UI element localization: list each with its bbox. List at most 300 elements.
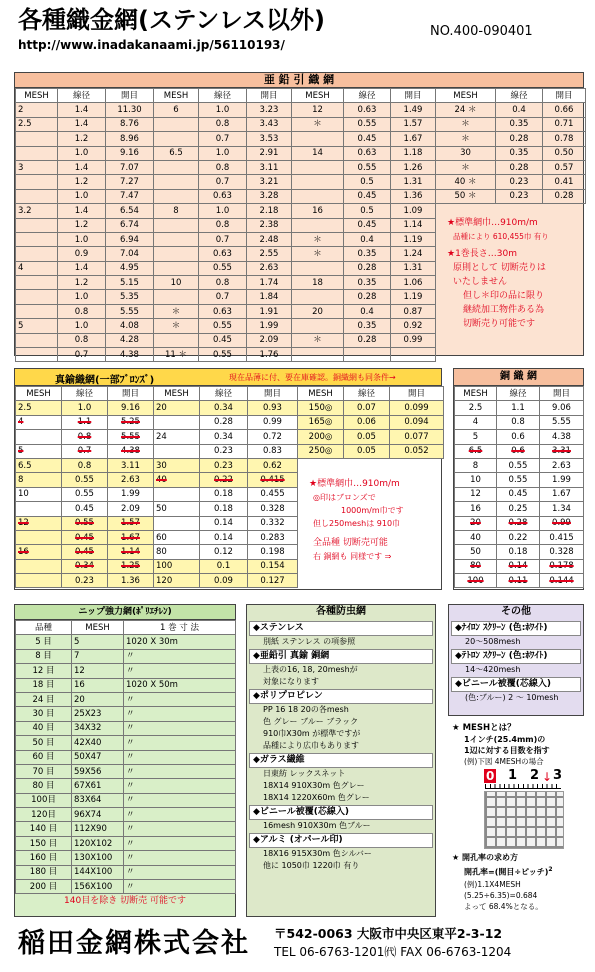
table-cell: 3.43 xyxy=(247,117,292,131)
table-cell: 10 xyxy=(455,473,497,487)
section-line: 20〜508mesh xyxy=(465,637,521,646)
table-cell: 5 目 xyxy=(16,635,72,649)
table-cell: ＊ xyxy=(154,319,199,333)
table-cell: 0.4 xyxy=(344,304,391,318)
column-header: MESH xyxy=(154,387,200,401)
table-cell: 5 xyxy=(16,444,62,458)
table-cell: 3.11 xyxy=(247,160,292,174)
nip-table xyxy=(15,620,236,894)
table-cell: 1.19 xyxy=(391,232,436,246)
table-cell: 156X100 xyxy=(72,880,124,894)
table-cell: 〃 xyxy=(124,808,236,822)
table-cell: 12 xyxy=(455,487,497,501)
table-row xyxy=(16,851,236,865)
table-cell: 5.55 xyxy=(540,415,584,429)
table-cell: 0.45 xyxy=(62,530,108,544)
table-cell: 60 xyxy=(154,530,200,544)
company-phone: TEL 06-6763-1201㈹ FAX 06-6763-1204 xyxy=(274,945,512,959)
galv-note-5: いたしません xyxy=(453,277,508,287)
table-cell: 1.2 xyxy=(58,276,106,290)
table-cell: 160 目 xyxy=(16,851,72,865)
table-cell xyxy=(292,261,344,275)
table-cell xyxy=(154,290,199,304)
table-cell: 0.14 xyxy=(200,530,248,544)
section-line: 16mesh 910X30m 色ブルー xyxy=(263,821,371,830)
section-line: 日東紡 レックスネット xyxy=(263,769,346,778)
table-row xyxy=(16,793,236,807)
table-row xyxy=(455,430,584,444)
table-cell: 0.8 xyxy=(497,415,540,429)
galv-note-3: ★1巻長さ…30m xyxy=(447,249,518,259)
column-header: MESH xyxy=(72,621,124,635)
column-header: 開目 xyxy=(247,89,292,103)
table-row xyxy=(455,458,584,472)
table-cell: 10 xyxy=(16,487,62,501)
table-row xyxy=(455,473,584,487)
table-cell: 〃 xyxy=(124,764,236,778)
table-cell: 1.19 xyxy=(391,290,436,304)
table-cell: 0.45 xyxy=(199,333,247,347)
table-cell: 0.28 xyxy=(200,415,248,429)
column-header: 線径 xyxy=(497,387,540,401)
table-cell: 0.63 xyxy=(344,146,391,160)
table-cell: 80 xyxy=(455,559,497,573)
table-cell: 〃 xyxy=(124,865,236,879)
table-cell: 7.04 xyxy=(106,247,154,261)
table-cell: 0.55 xyxy=(497,458,540,472)
section-line: 他に 1050巾 1220巾 有り xyxy=(263,861,360,870)
table-cell: 2.18 xyxy=(247,204,292,218)
table-cell: 0.283 xyxy=(248,530,298,544)
table-cell xyxy=(292,290,344,304)
table-cell: 2.63 xyxy=(540,458,584,472)
table-cell xyxy=(292,189,344,203)
table-cell: 4 xyxy=(16,415,62,429)
table-cell: 0.34 xyxy=(200,430,248,444)
table-row xyxy=(16,401,444,415)
column-header: 線径 xyxy=(344,89,391,103)
table-cell: 0.099 xyxy=(390,401,444,415)
table-cell: 1.06 xyxy=(391,276,436,290)
table-row xyxy=(16,117,586,131)
copper-title: 銅 織 網 xyxy=(454,369,583,386)
table-cell: 0.7 xyxy=(199,175,247,189)
table-cell: 0.127 xyxy=(248,574,298,588)
mesh-def-1: 1インチ(25.4mm)の xyxy=(464,735,546,744)
table-cell xyxy=(16,146,58,160)
table-cell: 0.328 xyxy=(248,502,298,516)
table-cell: 0.34 xyxy=(62,559,108,573)
table-row xyxy=(16,822,236,836)
brass-note-6: 右 銅網も 同様です ⇒ xyxy=(313,552,392,561)
table-cell: 200◎ xyxy=(298,430,344,444)
table-cell xyxy=(154,160,199,174)
table-cell: 8.76 xyxy=(106,117,154,131)
column-header: MESH xyxy=(16,387,62,401)
table-cell: 6.5 xyxy=(16,458,62,472)
table-cell: 0.14 xyxy=(497,559,540,573)
table-cell: ＊ xyxy=(154,304,199,318)
table-cell xyxy=(154,487,200,501)
table-cell: 7.47 xyxy=(106,189,154,203)
table-cell: 0.455 xyxy=(248,487,298,501)
table-cell: 120 xyxy=(154,574,200,588)
column-header: 品種 xyxy=(16,621,72,635)
table-cell: 0.63 xyxy=(199,189,247,203)
table-cell: 0.8 xyxy=(58,304,106,318)
table-cell: 0.28 xyxy=(344,290,391,304)
copper-panel xyxy=(453,368,584,590)
table-cell: 1.25 xyxy=(108,559,154,573)
table-cell: ＊ xyxy=(292,117,344,131)
galv-note-2: 品種により 610,455巾 有り xyxy=(453,232,549,241)
table-cell: 0.63 xyxy=(344,103,391,117)
ruler-0: 0 xyxy=(486,769,495,783)
table-cell: 0.28 xyxy=(543,189,586,203)
table-cell: 0.8 xyxy=(199,117,247,131)
table-cell xyxy=(16,348,58,362)
table-cell: 0.144 xyxy=(540,574,584,588)
table-cell: 0.23 xyxy=(62,574,108,588)
table-cell: 1.99 xyxy=(540,473,584,487)
table-row xyxy=(16,635,236,649)
table-cell: 1.2 xyxy=(58,132,106,146)
section-line: 14〜420mesh xyxy=(465,665,521,674)
table-cell: 5 xyxy=(455,430,497,444)
table-cell: 1.0 xyxy=(58,290,106,304)
brass-title-band xyxy=(15,369,441,386)
table-cell: 4.38 xyxy=(108,444,154,458)
table-cell: 0.62 xyxy=(248,458,298,472)
table-cell: 0.8 xyxy=(199,160,247,174)
table-cell: 1.36 xyxy=(391,189,436,203)
table-row xyxy=(455,415,584,429)
table-cell: 7 xyxy=(72,649,124,663)
table-cell: 12 xyxy=(16,516,62,530)
table-cell: 5.55 xyxy=(108,430,154,444)
table-row xyxy=(455,516,584,530)
table-cell: 7.07 xyxy=(106,160,154,174)
table-cell: 〃 xyxy=(124,880,236,894)
company-address: 〒542-0063 大阪市中央区東平2-3-12 xyxy=(274,926,503,941)
table-cell xyxy=(154,189,199,203)
table-cell xyxy=(292,132,344,146)
table-cell: 150◎ xyxy=(298,401,344,415)
table-cell: 0.7 xyxy=(62,444,108,458)
table-row xyxy=(16,103,586,117)
table-cell: 140 目 xyxy=(16,822,72,836)
table-cell: 0.57 xyxy=(543,160,586,174)
table-cell: 0.6 xyxy=(497,430,540,444)
ruler-3: 3 xyxy=(553,768,563,783)
table-cell: 24 目 xyxy=(16,692,72,706)
table-cell xyxy=(154,232,199,246)
url-link[interactable]: http://www.inadakanaami.jp/56110193/ xyxy=(18,38,285,52)
table-cell xyxy=(154,444,200,458)
table-cell: 1.0 xyxy=(58,146,106,160)
table-cell: 34X32 xyxy=(72,721,124,735)
table-cell: 0.415 xyxy=(540,530,584,544)
table-cell: 3.21 xyxy=(247,175,292,189)
brass-title: 真鍮織網(一部ﾌﾞﾛﾝｽﾞ) xyxy=(55,375,155,386)
table-cell: 24 xyxy=(154,430,200,444)
table-row xyxy=(16,146,586,160)
table-cell xyxy=(16,430,62,444)
table-cell: 1.57 xyxy=(391,117,436,131)
mesh-ruler xyxy=(452,769,588,791)
column-header: 線径 xyxy=(344,387,390,401)
table-cell: 16 xyxy=(72,678,124,692)
calc-formula: 開孔率=(開目÷ピッチ) xyxy=(464,867,549,877)
table-cell xyxy=(16,232,58,246)
table-cell: 0.7 xyxy=(199,132,247,146)
table-cell: 16 xyxy=(455,502,497,516)
table-cell xyxy=(154,333,199,347)
table-cell: 42X40 xyxy=(72,736,124,750)
table-cell: 〃 xyxy=(124,707,236,721)
table-row xyxy=(16,649,236,663)
table-row xyxy=(16,132,586,146)
table-cell: 〃 xyxy=(124,721,236,735)
table-cell: 24 ＊ xyxy=(436,103,496,117)
table-cell: 6.74 xyxy=(106,218,154,232)
table-row xyxy=(16,664,236,678)
column-header: MESH xyxy=(298,387,344,401)
table-row xyxy=(16,764,236,778)
table-cell: 1.31 xyxy=(391,261,436,275)
table-cell: ＊ xyxy=(436,117,496,131)
table-cell: 2.63 xyxy=(247,261,292,275)
table-cell: 0.55 xyxy=(497,473,540,487)
table-cell: 0.55 xyxy=(62,516,108,530)
table-cell: 1.0 xyxy=(58,319,106,333)
table-cell: 7.27 xyxy=(106,175,154,189)
table-row xyxy=(16,880,236,894)
brass-stock-note: 現在品薄に付、要在庫確認。銅織網も同条件→ xyxy=(229,373,396,382)
table-cell: 0.45 xyxy=(62,502,108,516)
table-cell: 1.67 xyxy=(540,487,584,501)
table-cell: 1.0 xyxy=(199,146,247,160)
table-cell: 16 xyxy=(16,545,62,559)
table-cell: 0.06 xyxy=(344,415,390,429)
table-cell: 0.328 xyxy=(540,545,584,559)
table-cell: 1.0 xyxy=(58,189,106,203)
table-cell: 〃 xyxy=(124,822,236,836)
table-cell: 4.95 xyxy=(106,261,154,275)
table-cell: 40 ＊ xyxy=(436,175,496,189)
table-cell: ＊ xyxy=(436,160,496,174)
table-cell: 8 目 xyxy=(16,649,72,663)
table-cell xyxy=(16,132,58,146)
table-cell: 1.4 xyxy=(58,160,106,174)
column-header: MESH xyxy=(16,89,58,103)
table-cell: 〃 xyxy=(124,692,236,706)
nip-panel xyxy=(14,604,236,917)
column-header: 開目 xyxy=(106,89,154,103)
table-row xyxy=(16,692,236,706)
table-cell: 0.63 xyxy=(199,247,247,261)
other-panel xyxy=(448,604,584,716)
table-row xyxy=(16,444,444,458)
table-row xyxy=(16,204,586,218)
table-cell: 0.23 xyxy=(496,175,543,189)
table-row xyxy=(16,430,444,444)
table-cell: 4.28 xyxy=(106,333,154,347)
table-cell: 1.24 xyxy=(391,247,436,261)
table-cell: 6.54 xyxy=(106,204,154,218)
section-line: 上表の16, 18, 20meshが xyxy=(263,665,358,674)
table-cell: 30 xyxy=(154,458,200,472)
table-cell: 1.0 xyxy=(58,232,106,246)
table-row xyxy=(16,721,236,735)
table-cell: 120目 xyxy=(16,808,72,822)
section-line: 別紙 ステンレス の項参照 xyxy=(263,637,356,646)
table-cell: 40 目 xyxy=(16,721,72,735)
table-cell: 0.18 xyxy=(200,502,248,516)
table-cell: 1.67 xyxy=(391,132,436,146)
table-row xyxy=(16,736,236,750)
galvanized-notes xyxy=(447,217,583,331)
section-line: 対象になります xyxy=(263,677,319,686)
table-cell: 0.6 xyxy=(497,444,540,458)
table-cell: 25X23 xyxy=(72,707,124,721)
table-cell: 1.2 xyxy=(58,218,106,232)
table-cell: 67X61 xyxy=(72,779,124,793)
column-header: 1 巻 寸 法 xyxy=(124,621,236,635)
table-cell: 0.23 xyxy=(200,444,248,458)
table-cell: 1.34 xyxy=(540,502,584,516)
table-cell xyxy=(154,247,199,261)
table-cell: 1.14 xyxy=(391,218,436,232)
table-cell: 0.178 xyxy=(540,559,584,573)
table-cell: 112X90 xyxy=(72,822,124,836)
table-cell: 〃 xyxy=(124,649,236,663)
ruler-1: 1 xyxy=(508,768,518,783)
galv-note-8: 切断売り可能です xyxy=(463,319,536,329)
table-cell xyxy=(344,348,391,362)
table-cell xyxy=(16,276,58,290)
table-cell: 〃 xyxy=(124,793,236,807)
page-title: 各種織金網(ステンレス以外) xyxy=(18,6,325,34)
table-cell: 9.16 xyxy=(106,146,154,160)
table-cell: 80 xyxy=(154,545,200,559)
table-cell: 1.99 xyxy=(108,487,154,501)
table-cell: 50X47 xyxy=(72,750,124,764)
table-cell: 0.93 xyxy=(248,401,298,415)
table-cell: 〃 xyxy=(124,779,236,793)
table-cell: 0.4 xyxy=(496,103,543,117)
table-cell: 0.18 xyxy=(200,487,248,501)
table-cell: 4.38 xyxy=(540,430,584,444)
company-name: 稲田金網株式会社 xyxy=(18,928,250,959)
calc-example-1: (例)1.1X4MESH xyxy=(464,879,521,889)
section-heading: ◆ﾃﾄﾛﾝ ｽｸﾘｰﾝ (色:ﾎﾜｲﾄ) xyxy=(451,649,581,664)
table-cell: 1.74 xyxy=(247,276,292,290)
table-cell: 1.4 xyxy=(58,117,106,131)
table-cell: 144X100 xyxy=(72,865,124,879)
table-cell: 96X74 xyxy=(72,808,124,822)
section-line: (色:ブルー) 2 〜 10mesh xyxy=(465,693,559,702)
table-cell: 11.30 xyxy=(106,103,154,117)
table-cell: 0.22 xyxy=(497,530,540,544)
table-cell: 0.35 xyxy=(344,247,391,261)
table-row xyxy=(16,836,236,850)
table-cell: 30 xyxy=(436,146,496,160)
table-cell: 5.35 xyxy=(106,290,154,304)
galvanized-title: 亜 鉛 引 織 網 xyxy=(15,73,583,88)
table-cell: 0.5 xyxy=(344,175,391,189)
table-cell: 0.14 xyxy=(200,516,248,530)
table-cell: 〃 xyxy=(124,851,236,865)
table-cell: 1.4 xyxy=(58,103,106,117)
table-cell: 0.41 xyxy=(543,175,586,189)
table-cell xyxy=(16,502,62,516)
table-cell: 3.23 xyxy=(247,103,292,117)
table-cell: 1.4 xyxy=(58,204,106,218)
table-cell: 1.18 xyxy=(391,146,436,160)
table-cell: 8 xyxy=(455,458,497,472)
table-row xyxy=(455,545,584,559)
table-cell: 1.99 xyxy=(247,319,292,333)
table-cell: 0.55 xyxy=(199,319,247,333)
table-cell: 40 xyxy=(455,530,497,544)
table-cell: 0.09 xyxy=(200,574,248,588)
table-cell: 0.45 xyxy=(62,545,108,559)
column-header: 線径 xyxy=(62,387,108,401)
section-line: 18X16 915X30m 色シルバー xyxy=(263,849,372,858)
table-cell: 0.052 xyxy=(390,444,444,458)
table-cell: 0.415 xyxy=(248,473,298,487)
table-cell: 3.11 xyxy=(108,458,154,472)
table-cell: 0.35 xyxy=(496,146,543,160)
table-cell: 0.1 xyxy=(200,559,248,573)
section-heading: ◆ﾅｲﾛﾝ ｽｸﾘｰﾝ (色:ﾎﾜｲﾄ) xyxy=(451,621,581,636)
table-cell xyxy=(292,348,344,362)
galv-note-7: 継続加工物件ある為 xyxy=(463,305,545,315)
column-header: 開目 xyxy=(390,387,444,401)
calc-formula-sup: 2 xyxy=(548,866,553,873)
brass-notes xyxy=(309,477,441,563)
table-cell: 0.83 xyxy=(248,444,298,458)
table-cell: 1.57 xyxy=(108,516,154,530)
table-cell: 1.76 xyxy=(247,348,292,362)
table-cell: 250◎ xyxy=(298,444,344,458)
calc-example-3: よって 68.4%となる。 xyxy=(464,901,543,911)
table-cell: 6.5 xyxy=(455,444,497,458)
section-line: 18X14 1220X60m 色グレー xyxy=(263,793,370,802)
table-cell: 0.8 xyxy=(199,218,247,232)
table-cell: 18 xyxy=(292,276,344,290)
table-cell: 1020 X 30m xyxy=(124,635,236,649)
table-cell: 4 xyxy=(16,261,58,275)
table-cell: 〃 xyxy=(124,750,236,764)
table-cell xyxy=(16,175,58,189)
table-cell: 1.14 xyxy=(108,545,154,559)
table-cell: 3 xyxy=(16,160,58,174)
section-heading: ◆アルミ (オパール印) xyxy=(249,833,433,848)
table-cell: 150 目 xyxy=(16,836,72,850)
brass-note-4: 但し250meshは 910巾 xyxy=(313,519,401,528)
column-header: 線径 xyxy=(496,89,543,103)
table-cell xyxy=(292,160,344,174)
column-header: 開目 xyxy=(540,387,584,401)
table-cell: 1.2 xyxy=(58,175,106,189)
table-cell: 10 xyxy=(154,276,199,290)
table-cell: 0.23 xyxy=(200,458,248,472)
table-cell: 60 目 xyxy=(16,750,72,764)
table-cell: 0.198 xyxy=(248,545,298,559)
table-cell: 6.5 xyxy=(154,146,199,160)
